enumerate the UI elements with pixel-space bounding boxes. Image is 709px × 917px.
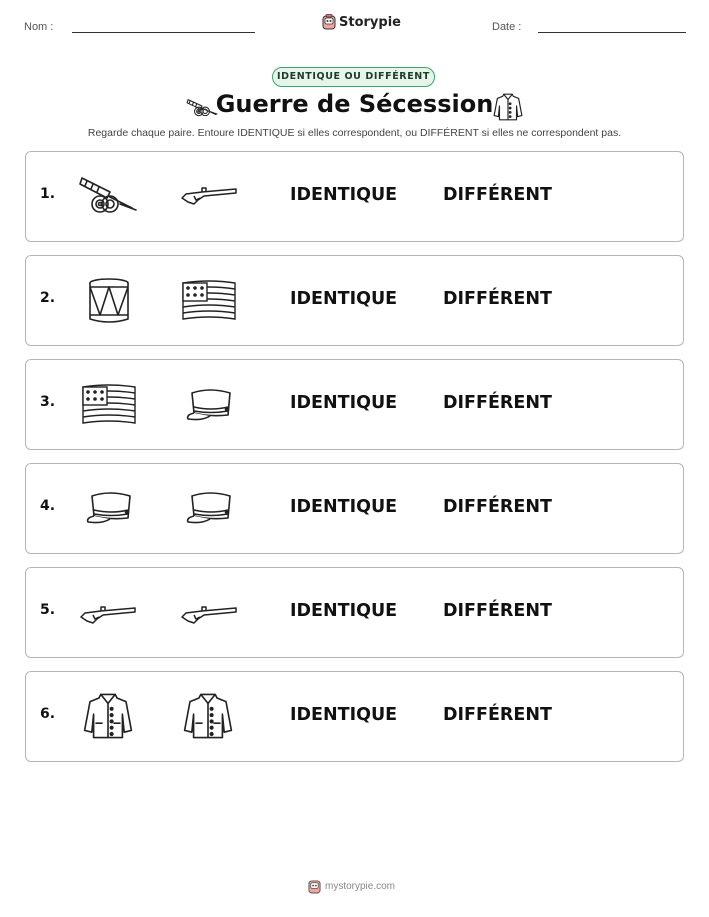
different-option[interactable]: DIFFÉRENT xyxy=(443,289,552,309)
item-number: 3. xyxy=(40,394,56,410)
kepi-icon xyxy=(184,387,234,423)
coat-icon xyxy=(81,689,135,743)
coat-icon xyxy=(492,92,524,122)
brand-name: Storypie xyxy=(339,14,401,30)
list-item xyxy=(25,463,684,554)
list-item xyxy=(25,151,684,242)
item-number: 1. xyxy=(40,186,56,202)
identical-option[interactable]: IDENTIQUE xyxy=(290,393,398,413)
identical-option[interactable]: IDENTIQUE xyxy=(290,185,398,205)
musket-icon xyxy=(79,603,137,625)
drum-icon xyxy=(88,277,130,325)
different-option[interactable]: DIFFÉRENT xyxy=(443,705,552,725)
instructions: Regarde chaque paire. Entoure IDENTIQUE si elles correspondent, ou DIFFÉRENT si elles ne correspondent pas. xyxy=(87,127,622,139)
musket-icon xyxy=(180,184,238,206)
item-number: 4. xyxy=(40,498,56,514)
coat-icon xyxy=(181,689,235,743)
footer-url[interactable]: mystorypie.com xyxy=(325,881,396,892)
date-field[interactable] xyxy=(538,32,686,33)
identical-option[interactable]: IDENTIQUE xyxy=(290,289,398,309)
name-field[interactable] xyxy=(72,32,255,33)
storypie-mascot-icon xyxy=(322,14,336,30)
date-label: Date : xyxy=(492,21,522,33)
identical-option[interactable]: IDENTIQUE xyxy=(290,705,398,725)
list-item xyxy=(25,359,684,450)
footer xyxy=(308,879,395,894)
kepi-icon xyxy=(184,490,234,526)
flag-icon xyxy=(181,280,237,322)
item-number: 2. xyxy=(40,290,56,306)
identical-option[interactable]: IDENTIQUE xyxy=(290,601,398,621)
list-item xyxy=(25,671,684,762)
different-option[interactable]: DIFFÉRENT xyxy=(443,601,552,621)
item-number: 6. xyxy=(40,706,56,722)
item-number: 5. xyxy=(40,602,56,618)
different-option[interactable]: DIFFÉRENT xyxy=(443,393,552,413)
cannon-icon xyxy=(78,174,138,214)
musket-icon xyxy=(180,603,238,625)
identical-option[interactable]: IDENTIQUE xyxy=(290,497,398,517)
name-label: Nom : xyxy=(24,21,54,33)
page-title: Guerre de Sécession xyxy=(215,90,494,118)
different-option[interactable]: DIFFÉRENT xyxy=(443,185,552,205)
kepi-icon xyxy=(84,490,134,526)
worksheet-type-badge: IDENTIQUE OU DIFFÉRENT xyxy=(272,67,435,87)
flag-icon xyxy=(81,384,137,426)
different-option[interactable]: DIFFÉRENT xyxy=(443,497,552,517)
brand-logo xyxy=(322,14,401,30)
storypie-mascot-icon xyxy=(308,879,321,894)
list-item xyxy=(25,567,684,658)
list-item xyxy=(25,255,684,346)
